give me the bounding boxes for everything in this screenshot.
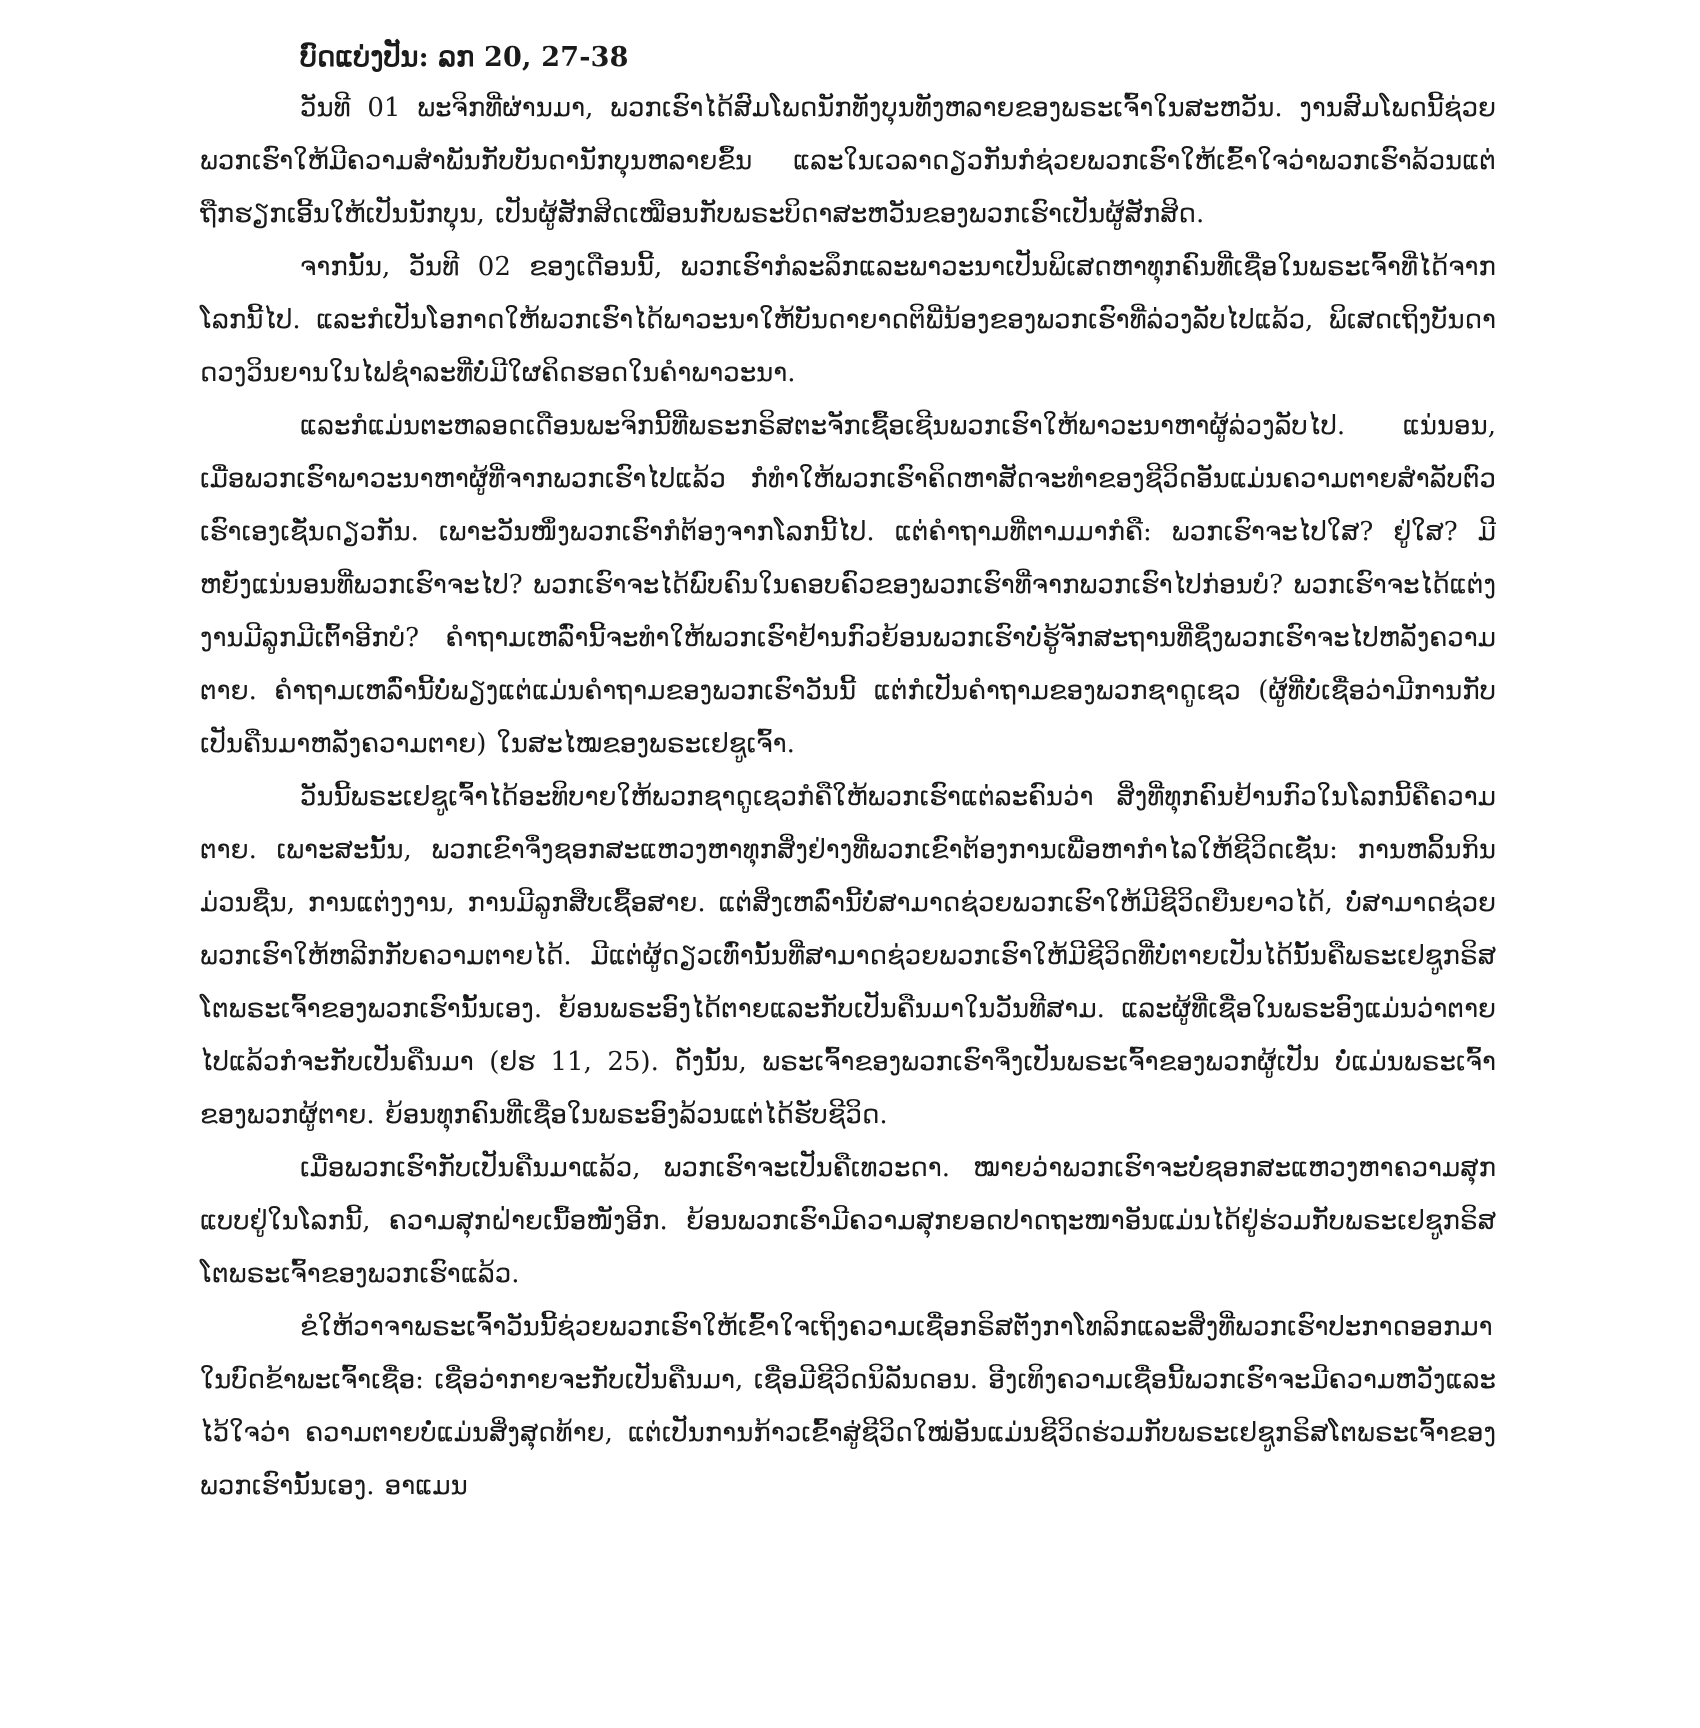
paragraph-4: ວັນນີ້ພຣະເຢຊູເຈົ້າໄດ້ອະທິບາຍໃຫ້ພວກຊາດູເຊວກໍຄືໃຫ້ພວກເຮົາແຕ່ລະຄົນວ່າ ສິ່ງທີ່ທຸກຄົນຢ້ານກົວໃນໂລກນີ້ຄືຄວາມຕາຍ. ເພາະສະນັ້ນ, ພວກເຂົາຈຶ່ງຊອກສະແຫວງຫາທຸກສິ່ງຢ່າງທີ່ພວກເຂົາຕ້ອງການເພື່ອຫາກຳໄລໃຫ້ຊີວິດເຊັ່ນ: ການຫລິ້ນກິນມ່ວນຊື່ນ, ການແຕ່ງງານ, ການມີລູກສືບເຊື້ອສາຍ. ແຕ່ສິ່ງເຫລົ່ານີ້ບໍ່ສາມາດຊ່ວຍພວກເຮົາໃຫ້ມີຊີວິດຍືນຍາວໄດ້, ບໍ່ສາມາດຊ່ວຍພວກເຮົາໃຫ້ຫລີກກັບຄວາມຕາຍໄດ້. ມີແຕ່ຜູ້ດຽວເທົ່ານັ້ນທີ່ສາມາດຊ່ວຍພວກເຮົາໃຫ້ມີຊີວິດທີ່ບໍ່ຕາຍເປັນໄດ້ນັ້ນຄືພຣະເຢຊູກຣິສໂຕພຣະເຈົ້າຂອງພວກເຮົານັ້ນເອງ. ຍ້ອນພຣະອົງໄດ້ຕາຍແລະກັບເປັນຄືນມາໃນວັນທີສາມ. ແລະຜູ້ທີ່ເຊື່ອໃນພຣະອົງແມ່ນວ່າຕາຍໄປແລ້ວກໍຈະກັບເປັນຄືນມາ (ຢຮ 11, 25). ດັ່ງນັ້ນ, ພຣະເຈົ້າຂອງພວກເຮົາຈຶ່ງເປັນພຣະເຈົ້າຂອງພວກຜູ້ເປັນ ບໍ່ແມ່ນພຣະເຈົ້າຂອງພວກຜູ້ຕາຍ. ຍ້ອນທຸກຄົນທີ່ເຊື່ອໃນພຣະອົງລ້ວນແຕ່ໄດ້ຮັບຊີວິດ. — [200, 782, 1496, 1130]
document-title: ບົດແບ່ງປັນ: ລກ 20, 27-38 — [300, 42, 629, 73]
paragraph-2: ຈາກນັ້ນ, ວັນທີ 02 ຂອງເດືອນນີ້, ພວກເຮົາກໍລະລຶກແລະພາວະນາເປັນພິເສດຫາທຸກຄົນທີ່ເຊື່ອໃນພຣະເຈົ້າທີ່ໄດ້ຈາກໂລກນີ້ໄປ. ແລະກໍເປັນໂອກາດໃຫ້ພວກເຮົາໄດ້ພາວະນາໃຫ້ບັນດາຍາດຕິພີ່ນ້ອງຂອງພວກເຮົາທີ່ລ່ວງລັບໄປແລ້ວ, ພິເສດເຖິງບັນດາດວງວິນຍານໃນໄຟຊຳລະທີ່ບໍ່ມີໃຜຄິດຮອດໃນຄຳພາວະນາ. — [200, 252, 1496, 388]
paragraph-6: ຂໍໃຫ້ວາຈາພຣະເຈົ້າວັນນີ້ຊ່ວຍພວກເຮົາໃຫ້ເຂົ້າໃຈເຖິງຄວາມເຊື່ອກຣິສຕັງກາໂທລິກແລະສິ່ງທີ່ພວກເຮົາປະກາດອອກມາໃນບົດຂ້າພະເຈົ້າເຊື່ອ: ເຊື່ອວ່າກາຍຈະກັບເປັນຄືນມາ, ເຊື່ອມີຊີວິດນິລັນດອນ. ອີງເທິງຄວາມເຊື່ອນີ້ພວກເຮົາຈະມີຄວາມຫວັງແລະໄວ້ໃຈວ່າ ຄວາມຕາຍບໍ່ແມ່ນສິ່ງສຸດທ້າຍ, ແຕ່ເປັນການກ້າວເຂົ້າສູ່ຊີວິດໃໝ່ອັນແມ່ນຊີວິດຮ່ວມກັບພຣະເຢຊູກຣິສໂຕພຣະເຈົ້າຂອງພວກເຮົານັ້ນເອງ. ອາແມນ — [200, 1312, 1496, 1501]
paragraph-1: ວັນທີ 01 ພະຈິກທີ່ຜ່ານມາ, ພວກເຮົາໄດ້ສົມໂພດນັກທັງບຸນທັງຫລາຍຂອງພຣະເຈົ້າໃນສະຫວັນ. ງານສົມໂພດນີ້ຊ່ວຍພວກເຮົາໃຫ້ມີຄວາມສຳພັນກັບບັນດານັກບຸນຫລາຍຂຶ້ນ ແລະໃນເວລາດຽວກັນກໍຊ່ວຍພວກເຮົາໃຫ້ເຂົ້າໃຈວ່າພວກເຮົາລ້ວນແຕ່ຖືກຮຽກເອີ້ນໃຫ້ເປັນນັກບຸນ, ເປັນຜູ້ສັກສິດເໝືອນກັບພຣະບິດາສະຫວັນຂອງພວກເຮົາເປັນຜູ້ສັກສິດ. — [200, 93, 1496, 229]
document-page — [200, 38, 1496, 1513]
paragraph-3: ແລະກໍແມ່ນຕະຫລອດເດືອນພະຈິກນີ້ທີ່ພຣະກຣິສຕະຈັກເຊື້ອເຊີນພວກເຮົາໃຫ້ພາວະນາຫາຜູ້ລ່ວງລັບໄປ. ແນ່ນອນ, ເມື່ອພວກເຮົາພາວະນາຫາຜູ້ທີ່ຈາກພວກເຮົາໄປແລ້ວ ກໍທຳໃຫ້ພວກເຮົາຄິດຫາສັດຈະທຳຂອງຊີວິດອັນແມ່ນຄວາມຕາຍສຳລັບຕົວເຮົາເອງເຊັ່ນດຽວກັນ. ເພາະວັນໜຶ່ງພວກເຮົາກໍຕ້ອງຈາກໂລກນີ້ໄປ. ແຕ່ຄຳຖາມທີ່ຕາມມາກໍຄື: ພວກເຮົາຈະໄປໃສ? ຢູ່ໃສ? ມີຫຍັງແນ່ນອນທີ່ພວກເຮົາຈະໄປ? ພວກເຮົາຈະໄດ້ພົບຄົນໃນຄອບຄົວຂອງພວກເຮົາທີ່ຈາກພວກເຮົາໄປກ່ອນບໍ? ພວກເຮົາຈະໄດ້ແຕ່ງງານມີລູກມີເຕົ້າອີກບໍ? ຄຳຖາມເຫລົ່ານີ້ຈະທຳໃຫ້ພວກເຮົາຢ້ານກົວຍ້ອນພວກເຮົາບໍ່ຮູ້ຈັກສະຖານທີ່ຊຶ່ງພວກເຮົາຈະໄປຫລັງຄວາມຕາຍ. ຄຳຖາມເຫລົ່ານີ້ບໍ່ພຽງແຕ່ແມ່ນຄຳຖາມຂອງພວກເຮົາວັນນີ້ ແຕ່ກໍເປັນຄຳຖາມຂອງພວກຊາດູເຊວ (ຜູ້ທີ່ບໍ່ເຊື່ອວ່າມີການກັບເປັນຄືນມາຫລັງຄວາມຕາຍ) ໃນສະໄໝຂອງພຣະເຢຊູເຈົ້າ. — [200, 411, 1496, 759]
paragraph-5: ເມື່ອພວກເຮົາກັບເປັນຄືນມາແລ້ວ, ພວກເຮົາຈະເປັນຄືເທວະດາ. ໝາຍວ່າພວກເຮົາຈະບໍ່ຊອກສະແຫວງຫາຄວາມສຸກແບບຢູ່ໃນໂລກນີ້, ຄວາມສຸກຝ່າຍເນື້ອໜັງອີກ. ຍ້ອນພວກເຮົາມີຄວາມສຸກຍອດປາດຖະໜາອັນແມ່ນໄດ້ຢູ່ຮ່ວມກັບພຣະເຢຊູກຣິສໂຕພຣະເຈົ້າຂອງພວກເຮົາແລ້ວ. — [200, 1153, 1496, 1289]
